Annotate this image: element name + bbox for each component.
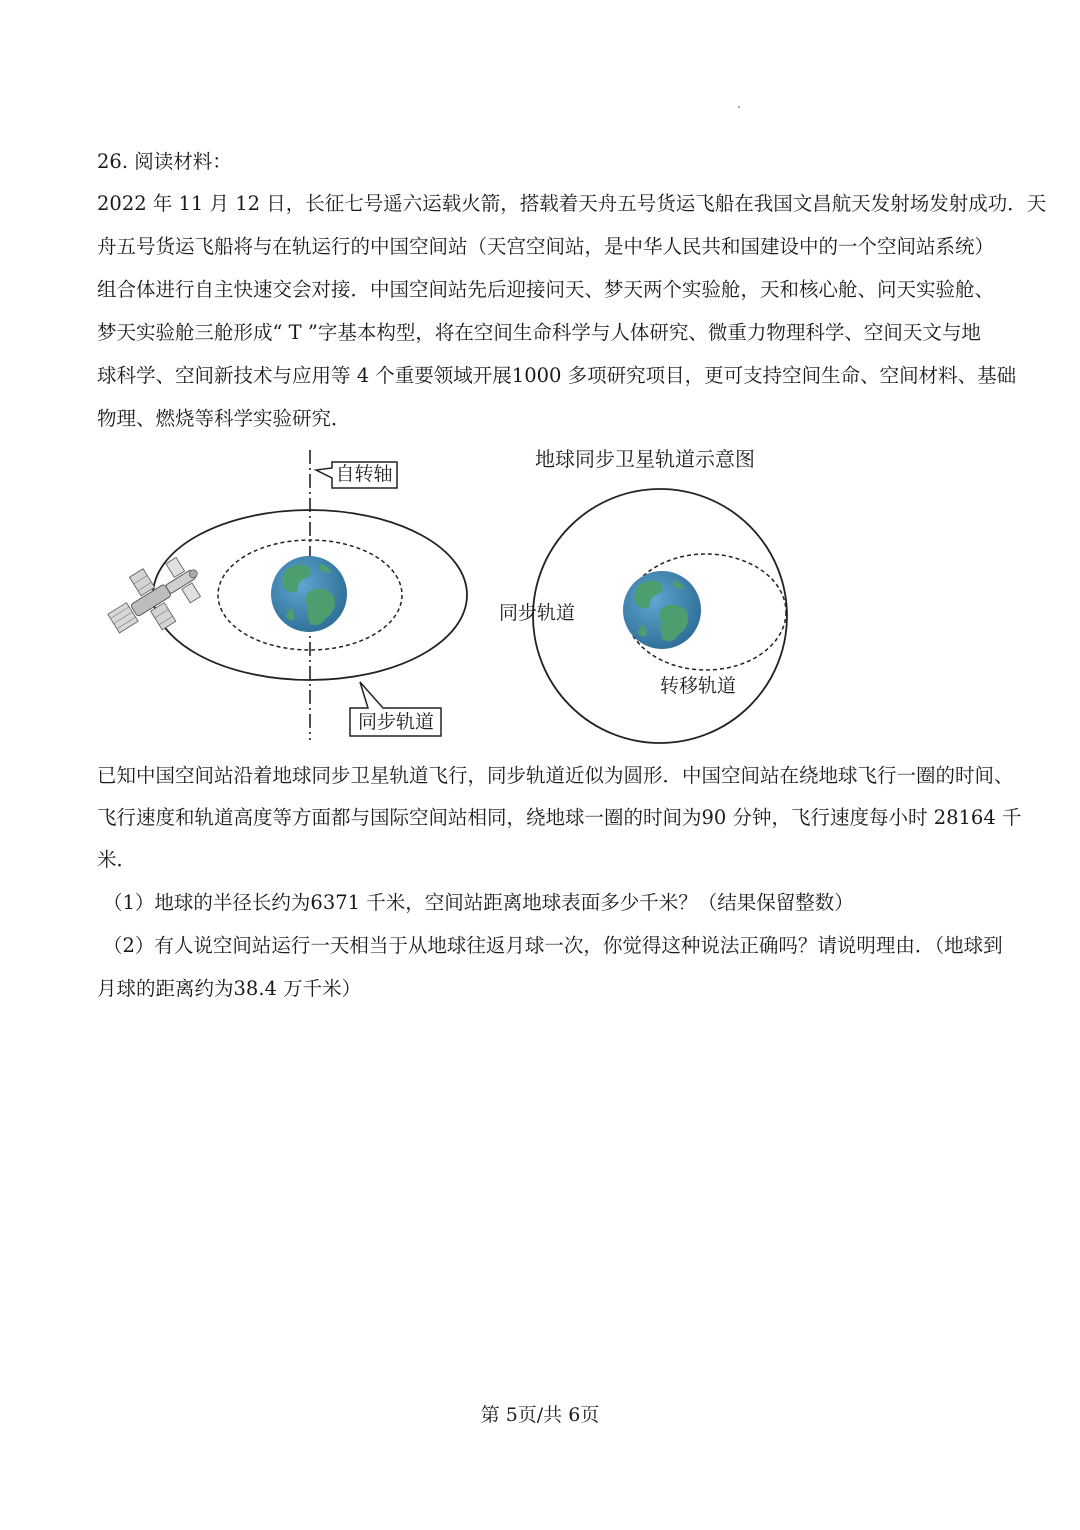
material-line: 物理、燃烧等科学实验研究． — [97, 407, 351, 430]
body-line: 飞行速度和轨道高度等方面都与国际空间站相同，绕地球一圈的时间为90 分钟，飞行速度每小时 28164 千 — [97, 806, 1022, 829]
transfer-orbit-label: 转移轨道 — [659, 675, 737, 697]
material-line: 2022 年 11 月 12 日，长征七号遥六运载火箭，搭载着天舟五号货运飞船在我国文昌航天发射场发射成功．天 — [97, 192, 1047, 215]
orbit-label: 同步轨道 — [357, 711, 435, 733]
material-line: 球科学、空间新技术与应用等 4 个重要领域开展1000 多项研究项目，更可支持空间生命、空间材料、基础 — [97, 364, 1017, 387]
material-line: 梦天实验舱三舱形成“ T ”字基本构型，将在空间生命科学与人体研究、微重力物理科学、空间天文与地 — [97, 321, 981, 344]
earth-icon — [271, 556, 347, 632]
axis-label: 自转轴 — [335, 463, 393, 485]
left-orbit-figure — [97, 450, 467, 740]
material-line: 组合体进行自主快速交会对接．中国空间站先后迎接问天、梦天两个实验舱，天和核心舱、问天实验舱、 — [97, 278, 995, 301]
question-heading: 26. 阅读材料： — [97, 150, 232, 173]
right-figure-title: 地球同步卫星轨道示意图 — [535, 447, 755, 471]
right-orbit-figure — [499, 447, 787, 743]
sync-orbit-label: 同步轨道 — [498, 602, 576, 624]
earth-icon — [623, 571, 701, 649]
question-part-1: （1）地球的半径长约为6371 千米，空间站距离地球表面多少千米？（结果保留整数） — [103, 891, 854, 914]
space-station-icon — [97, 545, 213, 650]
page-footer: 第 5页/共 6页 — [480, 1404, 600, 1426]
orbit-figures — [0, 440, 1080, 750]
scan-dot — [738, 106, 740, 108]
question-part-2-cont: 月球的距离约为38.4 万千米） — [97, 977, 362, 1000]
body-line: 米． — [97, 848, 137, 871]
question-part-2: （2）有人说空间站运行一天相当于从地球往返月球一次，你觉得这种说法正确吗？请说明理由．（地球到 — [103, 934, 1003, 957]
orbit-label-callout — [350, 682, 441, 736]
body-line: 已知中国空间站沿着地球同步卫星轨道飞行，同步轨道近似为圆形．中国空间站在绕地球飞行一圈的时间、 — [97, 764, 1014, 787]
material-line: 舟五号货运飞船将与在轨运行的中国空间站（天宫空间站，是中华人民共和国建设中的一个空间站系统） — [97, 235, 995, 258]
axis-label-callout — [316, 462, 397, 488]
